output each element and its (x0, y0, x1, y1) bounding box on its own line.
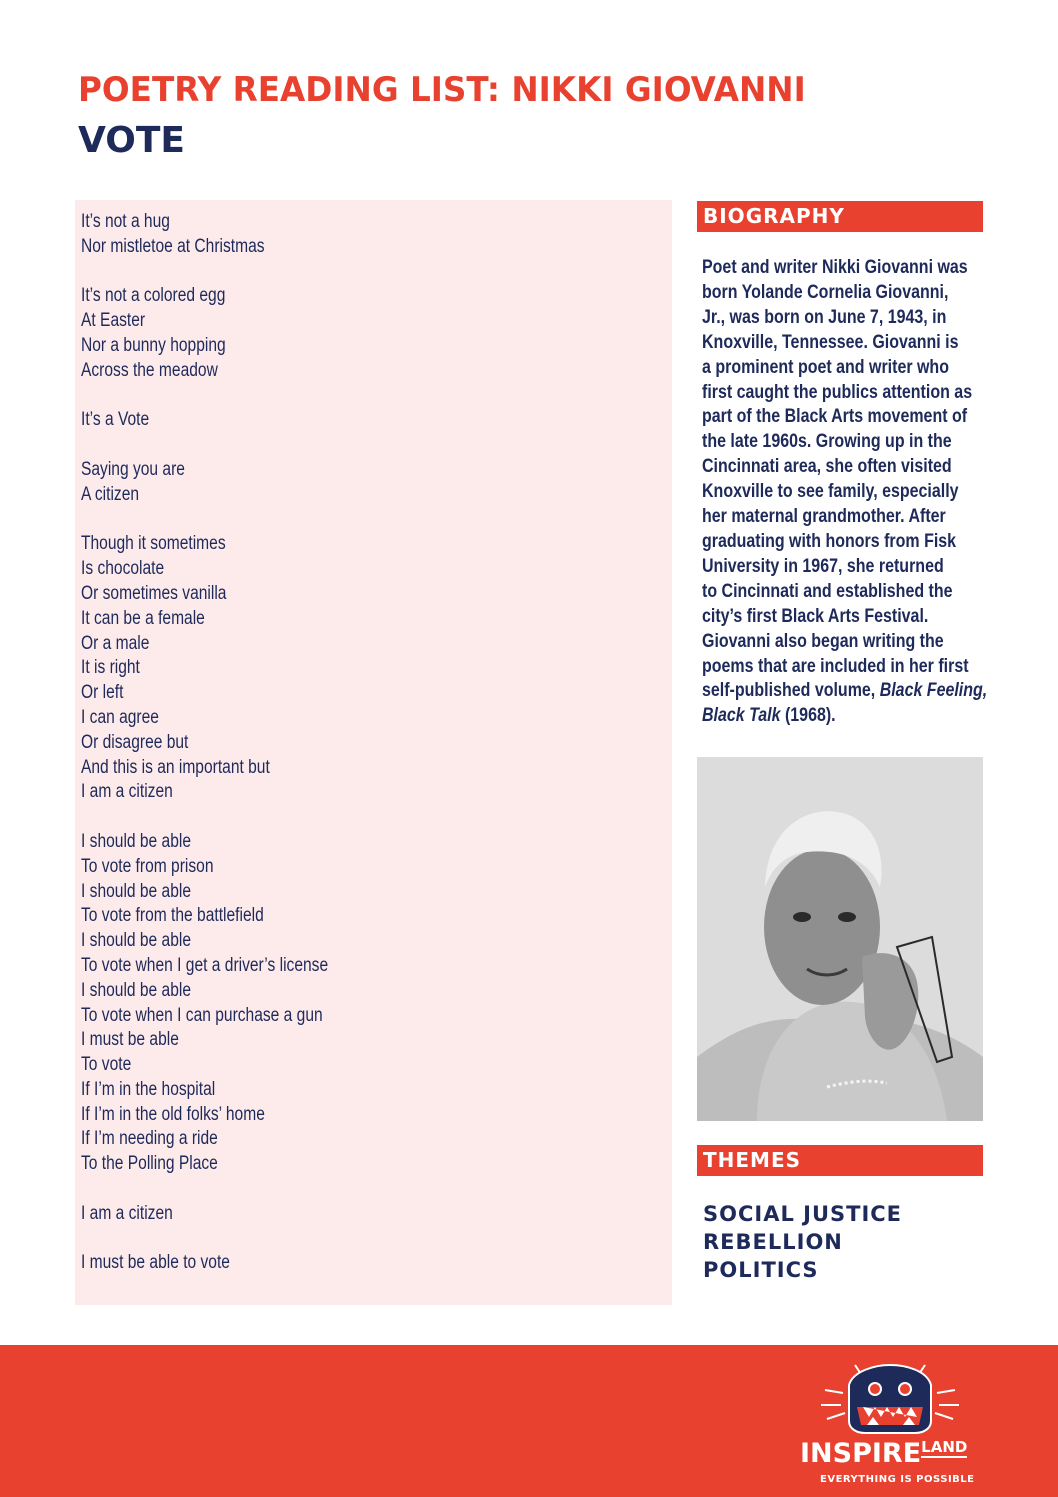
biography-line: Poet and writer Nikki Giovanni was (702, 256, 968, 278)
poem-line: Or sometimes vanilla (81, 582, 227, 604)
poem-line: I should be able (81, 830, 192, 852)
poem-line: At Easter (81, 310, 146, 332)
biography-line: city’s first Black Arts Festival. (702, 604, 929, 627)
theme-item: REBELLION (703, 1230, 843, 1254)
biography-line: the late 1960s. Growing up in the (702, 430, 952, 453)
author-portrait (697, 757, 983, 1121)
biography-line: graduating with honors from Fisk (702, 529, 957, 552)
poem-stanza (81, 1251, 672, 1276)
poem-line: Nor mistletoe at Christmas (81, 235, 265, 257)
poem-line: To vote from prison (81, 855, 214, 877)
poem-line: To vote when I get a driver’s license (81, 954, 329, 976)
poem-stanza (81, 210, 672, 260)
poem-line: I am a citizen (81, 781, 173, 803)
theme-item: POLITICS (703, 1258, 819, 1282)
poem-line: To vote when I can purchase a gun (81, 1004, 323, 1026)
biography-line: University in 1967, she returned (702, 554, 944, 577)
biography-line: Jr., was born on June 7, 1943, in (702, 305, 947, 328)
poem-line: It’s a Vote (81, 409, 150, 431)
poem-line: If I’m in the old folks’ home (81, 1103, 265, 1125)
poem-line: I can agree (81, 706, 159, 728)
biography-line: born Yolande Cornelia Giovanni, (702, 280, 949, 303)
poem-stanza (81, 284, 672, 383)
poem-line: Across the meadow (81, 359, 218, 381)
poem-line: Nor a bunny hopping (81, 334, 226, 356)
poem-line: I must be able to vote (81, 1252, 230, 1274)
biography-line (702, 678, 988, 703)
biography-text (702, 255, 1002, 728)
biography-line: poems that are included in her first (702, 654, 969, 677)
poem-line: It’s not a colored egg (81, 285, 226, 307)
poem-line: To vote from the battlefield (81, 905, 264, 927)
poem-line: Or left (81, 682, 124, 704)
footer-bar (0, 1345, 1058, 1497)
themes-list (703, 1200, 902, 1284)
themes-heading: THEMES (697, 1145, 983, 1176)
poem-line: Or disagree but (81, 731, 189, 753)
poem-line: I should be able (81, 979, 192, 1001)
biography-heading: BIOGRAPHY (697, 201, 983, 232)
poem-line: Though it sometimes (81, 533, 226, 555)
poem-line: Saying you are (81, 458, 185, 480)
page-title: POETRY READING LIST: NIKKI GIOVANNI (78, 70, 806, 110)
poem-panel (75, 200, 672, 1305)
theme-item: SOCIAL JUSTICE (703, 1202, 903, 1226)
poem-line: It can be a female (81, 607, 205, 629)
poem-line: And this is an important but (81, 756, 270, 778)
poem-stanza (81, 458, 672, 508)
book-year: (1968). (780, 704, 836, 727)
poem-line: It’s not a hug (81, 211, 170, 232)
poem-line: Is chocolate (81, 558, 165, 580)
biography-line: Giovanni also began writing the (702, 629, 944, 652)
poem-stanza (81, 408, 672, 433)
biography-line: her maternal grandmother. After (702, 505, 946, 528)
creature-mascot-icon (815, 1355, 965, 1437)
biography-line: Knoxville, Tennessee. Giovanni is (702, 330, 959, 353)
biography-text-fragment: self-published volume, (702, 679, 880, 702)
book-title: Black Talk (702, 704, 781, 727)
biography-line (702, 703, 948, 728)
poem-stanza (81, 532, 672, 805)
logo-word: INSPIRE (800, 1438, 922, 1469)
poem-line: To the Polling Place (81, 1153, 218, 1175)
poem-line: If I’m needing a ride (81, 1128, 218, 1150)
biography-line: Knoxville to see family, especially (702, 480, 959, 503)
inspireland-logo (800, 1438, 967, 1469)
logo-tagline: EVERYTHING IS POSSIBLE (820, 1474, 975, 1485)
biography-line: part of the Black Arts movement of (702, 405, 968, 428)
biography-line: to Cincinnati and established the (702, 579, 953, 602)
biography-line: Cincinnati area, she often visited (702, 455, 952, 478)
logo-word-small: LAND (921, 1438, 968, 1456)
poem-line: I should be able (81, 880, 192, 902)
poem-line: I should be able (81, 930, 192, 952)
biography-line: first caught the publics attention as (702, 380, 973, 403)
poem-line: I must be able (81, 1029, 179, 1051)
poem-line: Or a male (81, 632, 150, 654)
portrait-photo-icon (697, 757, 983, 1121)
poem-line: I am a citizen (81, 1202, 173, 1224)
biography-line: a prominent poet and writer who (702, 355, 949, 378)
poem-line: A citizen (81, 483, 140, 505)
poem-line: If I’m in the hospital (81, 1078, 216, 1100)
poem-title: VOTE (78, 120, 185, 161)
book-title: Black Feeling, (879, 679, 988, 702)
poem-stanza (81, 1202, 672, 1227)
poem-line: To vote (81, 1054, 132, 1076)
poem-stanza (81, 830, 672, 1177)
poem-line: It is right (81, 657, 140, 679)
